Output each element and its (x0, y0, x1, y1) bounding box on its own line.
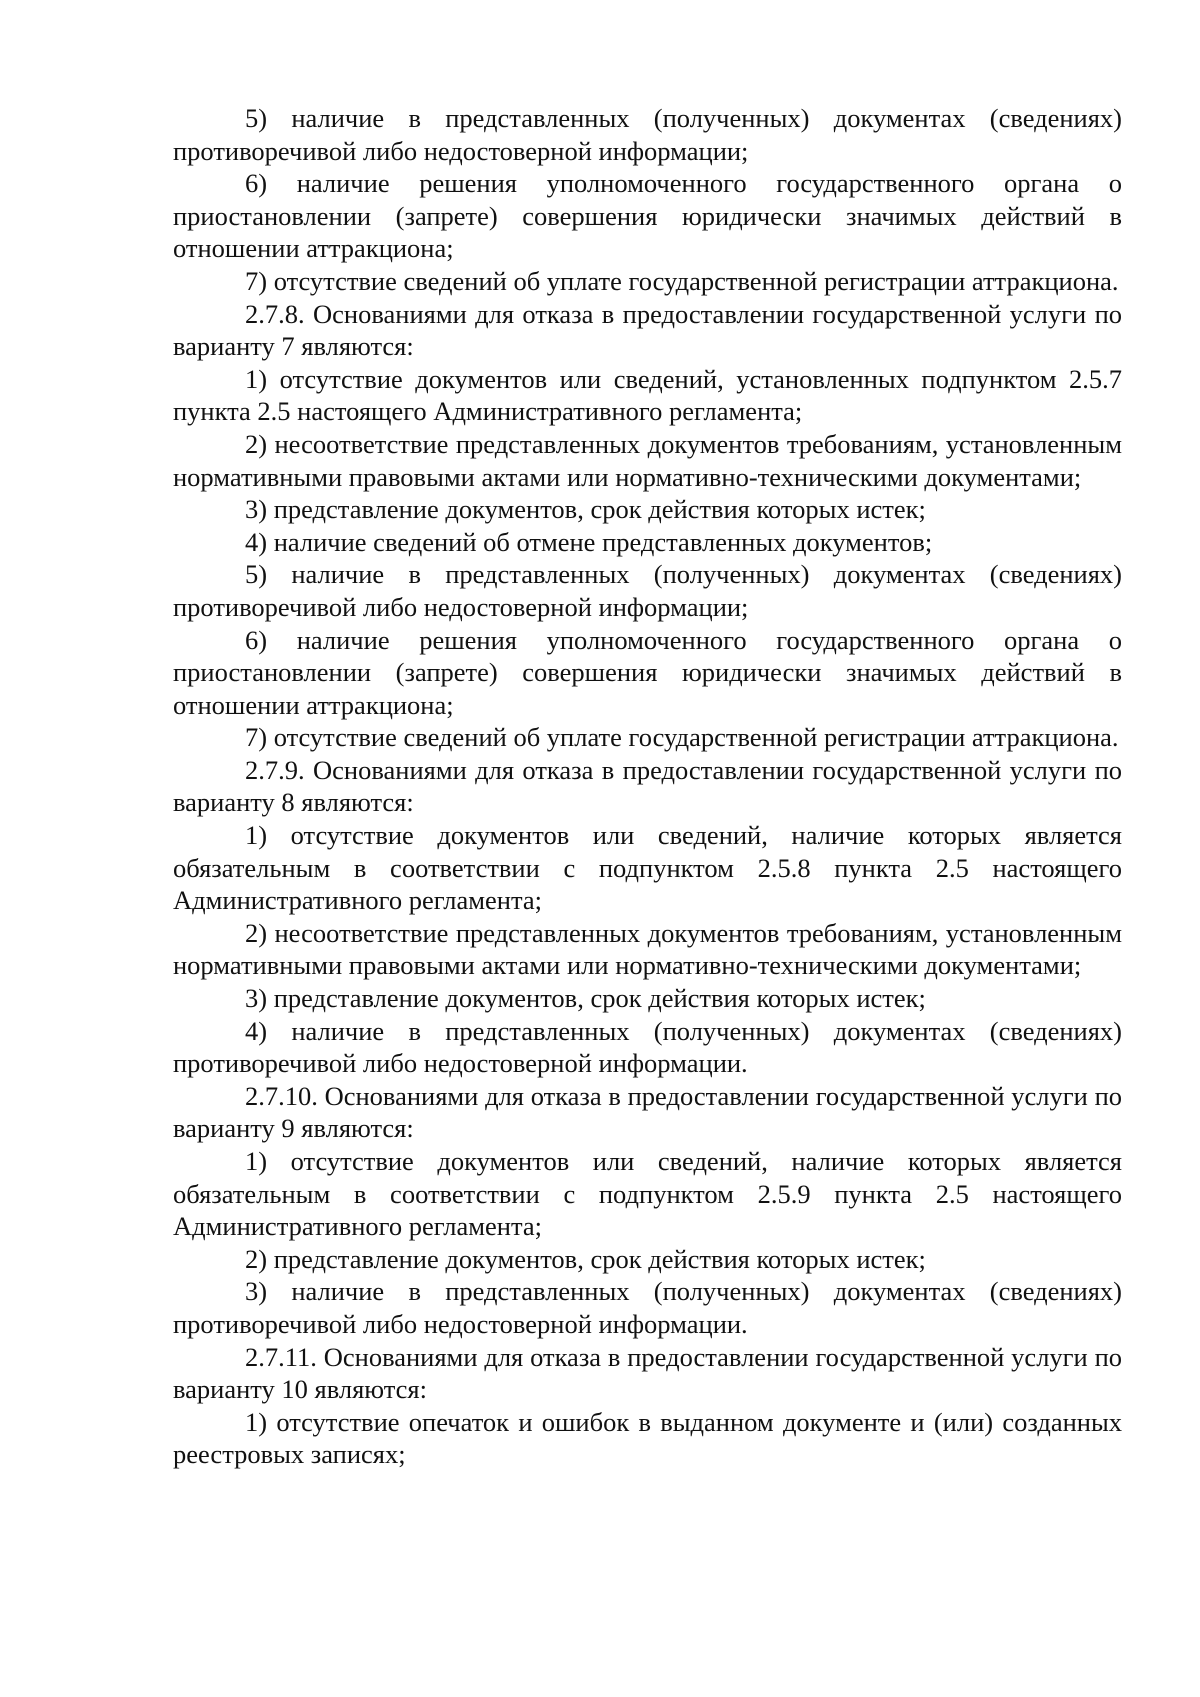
section-heading-2-7-8: 2.7.8. Основаниями для отказа в предоставлении государственной услуги по варианту 7 являются: (173, 298, 1122, 362)
paragraph: 3) представление документов, срок действия которых истек; (245, 494, 926, 525)
paragraph: 4) наличие в представленных (полученных) документах (сведениях) противоречивой либо недостоверной информации. (173, 1015, 1122, 1079)
paragraph: 1) отсутствие документов или сведений, установленных подпунктом 2.5.7 пункта 2.5 настоящего Административного регламента; (173, 363, 1122, 427)
paragraph: 2) несоответствие представленных документов требованиям, установленным нормативными правовыми актами или нормативно-техническими документами; (173, 917, 1122, 981)
paragraph: 6) наличие решения уполномоченного государственного органа о приостановлении (запрете) совершения юридически значимых действий в отношении аттракциона; (173, 624, 1122, 720)
section-heading-2-7-10: 2.7.10. Основаниями для отказа в предоставлении государственной услуги по варианту 9 являются: (173, 1080, 1122, 1144)
paragraph: 1) отсутствие документов или сведений, наличие которых является обязательным в соответствии с подпунктом 2.5.8 пункта 2.5 настоящего Административного регламента; (173, 820, 1122, 916)
paragraph: 1) отсутствие опечаток и ошибок в выданном документе и (или) созданных реестровых записях; (173, 1406, 1122, 1470)
paragraph: 5) наличие в представленных (полученных) документах (сведениях) противоречивой либо недостоверной информации; (173, 559, 1122, 622)
paragraph: 1) отсутствие документов или сведений, наличие которых является обязательным в соответствии с подпунктом 2.5.9 пункта 2.5 настоящего Административного регламента; (173, 1146, 1122, 1242)
section-heading-2-7-9: 2.7.9. Основаниями для отказа в предоставлении государственной услуги по варианту 8 являются: (173, 754, 1122, 818)
paragraph: 3) наличие в представленных (полученных) документах (сведениях) противоречивой либо недостоверной информации. (173, 1276, 1122, 1339)
paragraph: 7) отсутствие сведений об уплате государственной регистрации аттракциона. (245, 722, 1119, 753)
paragraph: 2) представление документов, срок действия которых истек; (245, 1243, 926, 1274)
paragraph: 4) наличие сведений об отмене представленных документов; (245, 526, 933, 557)
paragraph: 2) несоответствие представленных документов требованиям, установленным нормативными правовыми актами или нормативно-техническими документами; (173, 428, 1122, 492)
paragraph: 5) наличие в представленных (полученных) документах (сведениях) противоречивой либо недостоверной информации; (173, 103, 1122, 166)
paragraph: 7) отсутствие сведений об уплате государственной регистрации аттракциона. (245, 265, 1119, 296)
document-page (173, 102, 1122, 1471)
paragraph: 6) наличие решения уполномоченного государственного органа о приостановлении (запрете) совершения юридически значимых действий в отношении аттракциона; (173, 168, 1122, 264)
paragraph: 3) представление документов, срок действия которых истек; (245, 983, 926, 1014)
section-heading-2-7-11: 2.7.11. Основаниями для отказа в предоставлении государственной услуги по варианту 10 являются: (173, 1341, 1122, 1405)
